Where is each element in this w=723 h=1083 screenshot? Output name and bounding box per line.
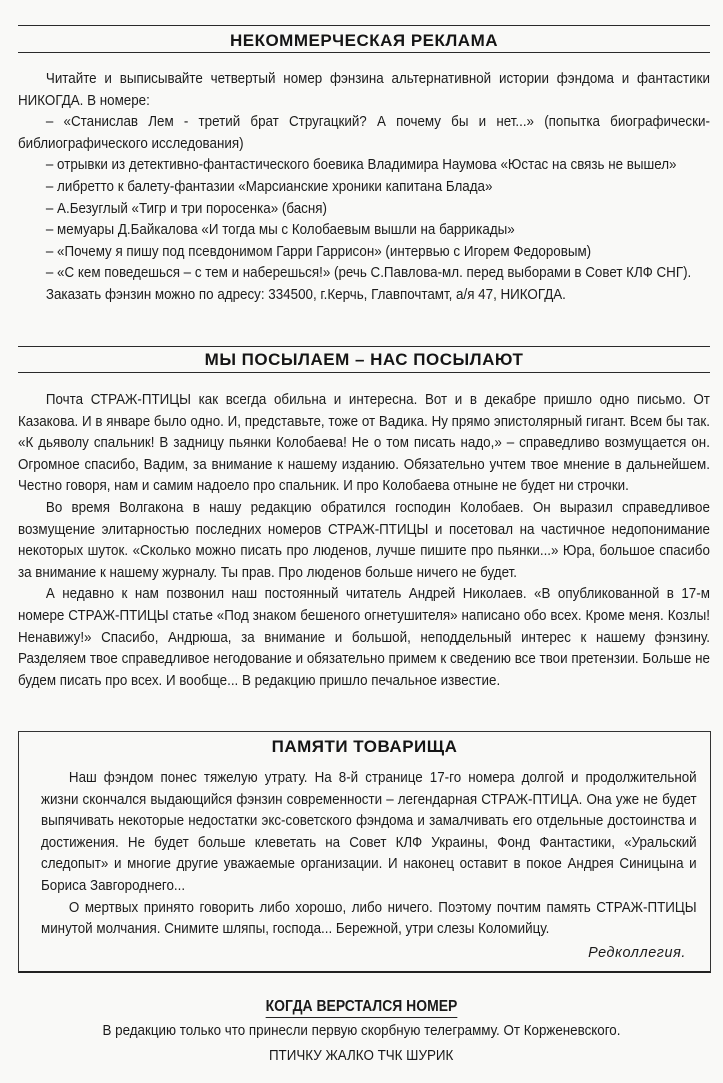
section-body-mailbag <box>18 390 710 692</box>
paragraph: О мертвых принято говорить либо хорошо, либо ничего. Поэтому почтим память СТРАЖ-ПТИЦЫ минутой молчания. Снимите шляпы, господа... Бережной, утри слезы Коломийцу. <box>41 899 697 938</box>
section-title-late-news <box>0 998 723 1018</box>
list-item: – «Станислав Лем - третий брат Стругацкий? А почему бы и нет...» (попытка биографически-библиографического исследования) <box>18 114 710 152</box>
section-title-obituary: ПАМЯТИ ТОВАРИЩА <box>271 737 458 756</box>
section-body-noncommercial-ads <box>18 69 710 307</box>
heading-rule-top <box>18 25 710 26</box>
list-item: – «С кем поведешься – с тем и наберешься!» (речь С.Павлова-мл. перед выборами в Совет КЛФ СНГ). <box>45 265 692 282</box>
paragraph: Наш фэндом понес тяжелую утрату. На 8-й странице 17-го номера долгой и продолжительной жизни скончался выдающийся фэнзин современности – легендарная СТРАЖ-ПТИЦА. Она уже не будет выпячивать некоторые недостатки экс-советского фэндома и замалчивать его отдельные достоинства и достижения. Не будет больше клеветать на Совет КЛФ Украины, Фонд Фантастики, «Уральский следопыт» и многие другие уважаемые организации. И наконец оставит в покое Андрея Синицына и Бориса Завгороднего... <box>41 770 697 894</box>
heading-rule-top <box>18 346 710 347</box>
list-item: – мемуары Д.Байкалова «И тогда мы с Колобаевым вышли на баррикады» <box>45 222 515 239</box>
paragraph: Во время Волгакона в нашу редакцию обратился господин Колобаев. Он выразил справедливое возмущение элитарностью последних номеров СТРАЖ-ПТИЦЫ и посетовал на частичное недопонимание некоторых шуток. «Сколько можно писать про люденов, лучше пишите про пьянки...» Юра, большое спасибо за внимание к нашему журналу. Ты прав. Про люденов больше ничего не будет. <box>18 499 710 581</box>
section-body-obituary <box>41 768 697 941</box>
list-item: – А.Безуглый «Тигр и три поросенка» (басня) <box>45 200 327 217</box>
obituary-box <box>18 731 711 973</box>
list-item: – либретто к балету-фантазии «Марсианские хроники капитана Блада» <box>45 178 493 195</box>
section-title-mailbag: МЫ ПОСЫЛАЕМ – НАС ПОСЫЛАЮТ <box>204 350 524 369</box>
heading-rule-bottom <box>18 52 710 53</box>
list-item: – «Почему я пишу под псевдонимом Гарри Гаррисон» (интервью с Игорем Федоровым) <box>45 243 592 260</box>
telegram-text <box>0 1048 723 1064</box>
heading-rule-bottom <box>18 372 710 373</box>
signature: Редколлегия. <box>588 945 686 961</box>
late-news-text <box>0 1023 723 1039</box>
section-title-noncommercial-ads: НЕКОММЕРЧЕСКАЯ РЕКЛАМА <box>229 31 499 50</box>
paragraph: А недавно к нам позвонил наш постоянный читатель Андрей Николаев. «В опубликованной в 17-м номере СТРАЖ-ПТИЦЫ статье «Под знаком бешеного огнетушителя» написано обо всех. Кроме меня. Козлы! Ненавижу!» Спасибо, Андрюша, за внимание и большой, неподдельный интерес к нашему фэнзину. Разделяем твое справедливое негодование и обязательно примем к сведению все твои претензии. Больше не будем писать про всех. И вообще... В редакцию пришло печальное известие. <box>18 586 710 689</box>
late-news-sentence: В редакцию только что принесли первую скорбную телеграмму. От Корженевского. <box>102 1023 621 1039</box>
paragraph: Почта СТРАЖ-ПТИЦЫ как всегда обильна и интересна. Вот и в декабре пришло одно письмо. От Казакова. И в январе было одно. И, представьте, тоже от Вадика. Ну прямо эпистолярный гигант. Всем бы так. «К дьяволу спальник! В задницу пьянки Колобаева! Не о том писать надо,» – справедливо возмущается он. Огромное спасибо, Вадим, за внимание к нашему изданию. Обязательно учтем твое мнение в дальнейшем. Честно говоря, нам и самим надоело про спальник. И про Колобаева отныне не будет ни строчки. <box>18 392 710 495</box>
late-news-title: КОГДА ВЕРСТАЛСЯ НОМЕР <box>266 998 458 1018</box>
list-item: – отрывки из детективно-фантастического боевика Владимира Наумова «Юстас на связь не вышел» <box>45 157 677 174</box>
order-address: Заказать фэнзин можно по адресу: 334500, г.Керчь, Главпочтамт, а/я 47, НИКОГДА. <box>45 286 566 303</box>
intro-paragraph: Читайте и выписывайте четвертый номер фэнзина альтернативной истории фэндома и фантастики НИКОГДА. В номере: <box>18 71 710 109</box>
telegram-line: ПТИЧКУ ЖАЛКО ТЧК ШУРИК <box>269 1048 454 1064</box>
